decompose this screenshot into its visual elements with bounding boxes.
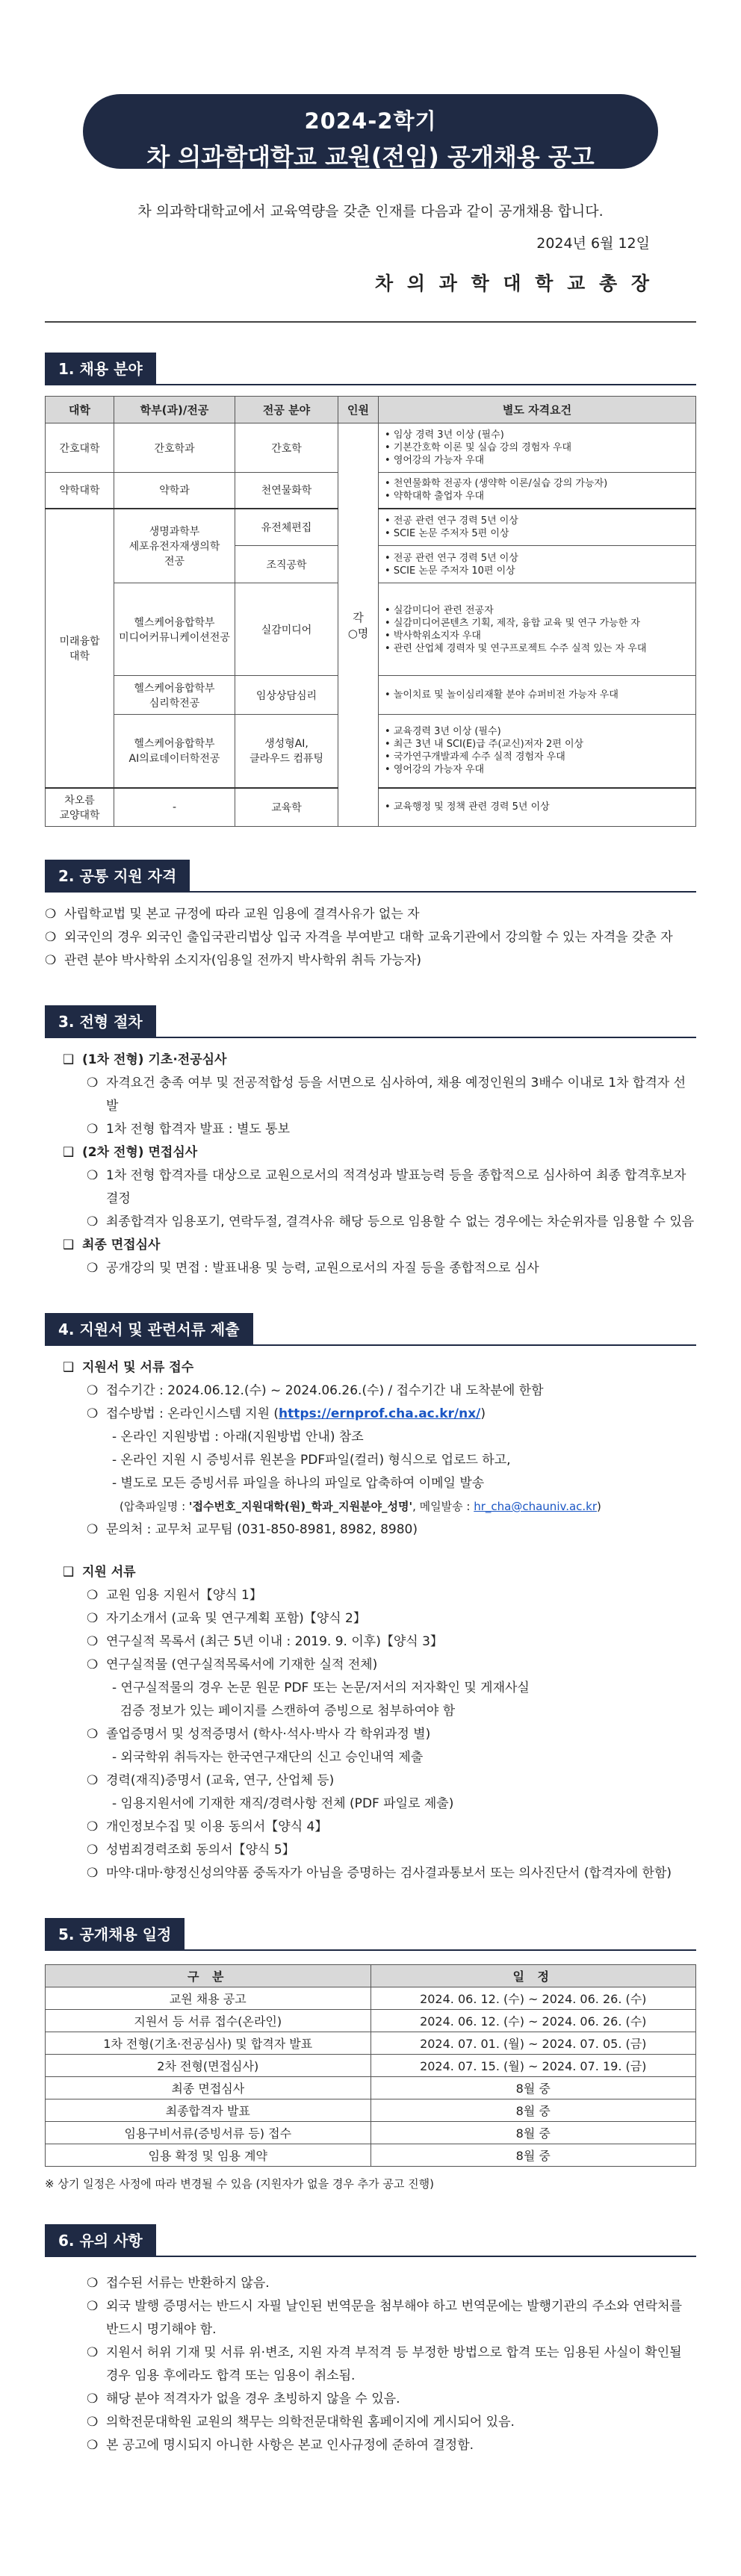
docs-heading: ❑ 지원 서류 — [45, 1561, 696, 1584]
requirement-item: • 실감미디어콘텐츠 기획, 제작, 융합 교육 및 연구 가능한 자 — [385, 617, 689, 630]
table-row: 임용 확정 및 임용 계약 8월 중 — [46, 2144, 696, 2167]
cell-requirements — [379, 583, 696, 676]
requirement-item: • 실감미디어 관련 전공자 — [385, 604, 689, 617]
section-header — [45, 860, 696, 893]
section-title: 2. 공통 지원 자격 — [45, 860, 190, 893]
table-row: 지원서 등 서류 접수(온라인) 2024. 06. 12. (수) ~ 2024. 06. 26. (수) — [46, 2010, 696, 2032]
section-underline — [45, 1344, 696, 1346]
cell-requirements — [379, 788, 696, 827]
cell-department: 헬스케어융합학부 AI의료데이터학전공 — [114, 715, 235, 788]
cell-department: 생명과학부 세포유전자재생의학 전공 — [114, 509, 235, 583]
table-header-row — [46, 397, 696, 423]
cell-requirements — [379, 546, 696, 583]
section-qualifications — [45, 860, 696, 972]
table-row: 2차 전형(면접심사) 2024. 07. 15. (월) ~ 2024. 07. 19. (금) — [46, 2055, 696, 2077]
list-item: ❍ 1차 전형 합격자 발표 : 별도 통보 — [45, 1118, 696, 1141]
list-item: ❍ 마약·대마·향정신성의약품 중독자가 아님을 증명하는 검사결과통보서 또는 의사진단서 (합격자에 한함) — [45, 1862, 696, 1885]
cell-department: 간호학과 — [114, 423, 235, 473]
header-requirements: 별도 자격요건 — [379, 397, 696, 423]
square-bullet-icon: ❑ — [63, 1360, 75, 1375]
qualification-list — [45, 903, 696, 972]
application-site-link[interactable]: https://ernprof.cha.ac.kr/nx/ — [279, 1406, 481, 1421]
section-selection-process — [45, 1005, 696, 1280]
cell-requirements — [379, 423, 696, 473]
cell-department: 헬스케어융합학부 미디어커뮤니케이션전공 — [114, 583, 235, 676]
list-item: ❍ 최종합격자 임용포기, 연락두절, 결격사유 해당 등으로 임용할 수 없는 경우에는 차순위자를 임용할 수 있음 — [45, 1211, 696, 1234]
circle-bullet-icon: ❍ — [87, 1727, 99, 1742]
list-item: ❍ 관련 분야 박사학위 소지자(임용일 전까지 박사학위 취득 가능자) — [45, 949, 696, 972]
requirement-item: • 전공 관련 연구 경력 5년 이상 — [385, 552, 689, 565]
intro-text: 차 의과학대학교에서 교육역량을 갖춘 인재를 다음과 같이 공개채용 합니다. — [137, 203, 604, 220]
section-underline — [45, 1037, 696, 1038]
requirement-item: • 최근 3년 내 SCI(E)급 주(교신)저자 2편 이상 — [385, 738, 689, 751]
apply-heading: ❑ 지원서 및 서류 접수 — [45, 1356, 696, 1379]
cell-major: 간호학 — [235, 423, 338, 473]
circle-bullet-icon: ❍ — [87, 1261, 99, 1276]
requirement-item: • 기본간호학 이론 및 실습 강의 경험자 우대 — [385, 441, 689, 454]
cell-major: 임상상담심리 — [235, 676, 338, 715]
list-item: ❍ 연구실적물 (연구실적목록서에 기재한 실적 전체) — [45, 1654, 696, 1677]
header-schedule: 일 정 — [370, 1965, 696, 1987]
table-row: 1차 전형(기초·전공심사) 및 합격자 발표 2024. 07. 01. (월) ~ 2024. 07. 05. (금) — [46, 2032, 696, 2055]
table-row: 임용구비서류(증빙서류 등) 접수 8월 중 — [46, 2122, 696, 2144]
table-header-row — [46, 1965, 696, 1987]
circle-bullet-icon: ❍ — [87, 2345, 99, 2360]
list-item: ❍ 문의처 : 교무처 교무팀 (031-850-8981, 8982, 8980) — [45, 1518, 696, 1542]
list-item: - 별도로 모든 증빙서류 파일을 하나의 파일로 압축하여 이메일 발송 — [112, 1476, 485, 1491]
header-college: 대학 — [46, 397, 114, 423]
header-department: 학부(과)/전공 — [114, 397, 235, 423]
section-header — [45, 2224, 696, 2257]
section-underline — [45, 2256, 696, 2257]
cell-requirements — [379, 473, 696, 509]
list-item: ❍ 접수된 서류는 반환하지 않음. — [45, 2272, 696, 2295]
table-row — [46, 423, 696, 473]
section-underline — [45, 384, 696, 385]
square-bullet-icon: ❑ — [63, 1145, 75, 1160]
cell-requirements — [379, 715, 696, 788]
semester-title: 2024-2학기 — [304, 108, 437, 134]
list-item: ❍ 외국인의 경우 외국인 출입국관리법상 입국 자격을 부여받고 대학 교육기관에서 강의할 수 있는 자격을 갖춘 자 — [45, 926, 696, 949]
section-header — [45, 1005, 696, 1038]
list-item: - 온라인 지원 시 증빙서류 원본을 PDF파일(컬러) 형식으로 업로드 하고, — [112, 1453, 511, 1468]
cell-college: 약학대학 — [46, 473, 114, 509]
cell-major: 교육학 — [235, 788, 338, 827]
cell-major: 천연물화학 — [235, 473, 338, 509]
fields-table — [45, 396, 696, 827]
list-item: - 임용지원서에 기재한 재직/경력사항 전체 (PDF 파일로 제출) — [112, 1796, 454, 1811]
circle-bullet-icon: ❍ — [87, 1406, 99, 1421]
list-item: ❍ 1차 전형 합격자를 대상으로 교원으로서의 적격성과 발표능력 등을 종합적으로 심사하여 최종 합격후보자 결정 — [45, 1164, 696, 1211]
circle-bullet-icon: ❍ — [45, 907, 57, 922]
section-title: 5. 공개채용 일정 — [45, 1918, 185, 1951]
process-list — [45, 1049, 696, 1280]
section-underline — [45, 891, 696, 893]
list-item: ❍ 해당 분야 적격자가 없을 경우 초빙하지 않을 수 있음. — [45, 2388, 696, 2411]
list-item: ❍ 졸업증명서 및 성적증명서 (학사·석사·박사 각 학위과정 별) — [45, 1723, 696, 1746]
circle-bullet-icon: ❍ — [45, 953, 57, 968]
list-item: ❍ 지원서 허위 기재 및 서류 위·변조, 지원 자격 부적격 등 부정한 방법으로 합격 또는 임용된 사실이 확인될 경우 임용 후에라도 합격 또는 임용이 취소됨. — [45, 2341, 696, 2388]
list-item: - 외국학위 취득자는 한국연구재단의 신고 승인내역 제출 — [112, 1750, 424, 1765]
circle-bullet-icon: ❍ — [87, 1588, 99, 1603]
header-major: 전공 분야 — [235, 397, 338, 423]
circle-bullet-icon: ❍ — [87, 2438, 99, 2453]
circle-bullet-icon: ❍ — [87, 2276, 99, 2291]
requirement-item: • 교육경력 3년 이상 (필수) — [385, 725, 689, 738]
cell-requirements — [379, 676, 696, 715]
process-step-3: ❑ 최종 면접심사 — [45, 1234, 696, 1257]
circle-bullet-icon: ❍ — [87, 1214, 99, 1229]
section-submission — [45, 1313, 696, 1885]
cell-major: 실감미디어 — [235, 583, 338, 676]
cell-college: 차오름 교양대학 — [46, 788, 114, 827]
header-category: 구 분 — [46, 1965, 371, 1987]
circle-bullet-icon: ❍ — [87, 1122, 99, 1137]
list-item: ❍ 성범죄경력조회 동의서【양식 5】 — [45, 1839, 696, 1862]
requirement-item: • 놀이치료 및 놀이심리재활 분야 슈퍼비전 가능자 우대 — [385, 689, 689, 701]
section-underline — [45, 1949, 696, 1951]
list-item: ❍ 개인정보수집 및 이용 동의서【양식 4】 — [45, 1816, 696, 1839]
section-title: 4. 지원서 및 관련서류 제출 — [45, 1313, 253, 1346]
circle-bullet-icon: ❍ — [87, 1168, 99, 1183]
list-item: ❍ 자기소개서 (교육 및 연구계획 포함)【양식 2】 — [45, 1607, 696, 1630]
cell-department: 헬스케어융합학부 심리학전공 — [114, 676, 235, 715]
list-item: ❍ 자격요건 충족 여부 및 전공적합성 등을 서면으로 심사하여, 채용 예정인원의 3배수 이내로 1차 합격자 선발 — [45, 1072, 696, 1118]
section-title: 3. 전형 절차 — [45, 1005, 156, 1038]
list-item: ❍ 의학전문대학원 교원의 책무는 의학전문대학원 홈페이지에 게시되어 있음. — [45, 2411, 696, 2434]
cell-department: 약학과 — [114, 473, 235, 509]
president-signature: 차 의 과 학 대 학 교 총 장 — [375, 273, 653, 294]
circle-bullet-icon: ❍ — [87, 1866, 99, 1881]
section-notices — [45, 2224, 696, 2457]
cell-headcount: 각 ○명 — [338, 423, 379, 827]
requirement-item: • 박사학위소지자 우대 — [385, 630, 689, 642]
circle-bullet-icon: ❍ — [45, 930, 57, 945]
section-title: 1. 채용 분야 — [45, 353, 156, 385]
list-item: - 온라인 지원방법 : 아래(지원방법 안내) 참조 — [112, 1430, 364, 1444]
list-item: - 연구실적물의 경우 논문 원문 PDF 또는 논문/저서의 저자확인 및 게재사실 — [112, 1680, 530, 1695]
list-item: ❍ 연구실적 목록서 (최근 5년 이내 : 2019. 9. 이후)【양식 3】 — [45, 1630, 696, 1654]
process-step-1: ❑ (1차 전형) 기초·전공심사 — [45, 1049, 696, 1072]
square-bullet-icon: ❑ — [63, 1565, 75, 1580]
cell-major: 조직공학 — [235, 546, 338, 583]
circle-bullet-icon: ❍ — [87, 2299, 99, 2314]
list-item: ❍ 공개강의 및 면접 : 발표내용 및 능력, 교원으로서의 자질 등을 종합적으로 심사 — [45, 1257, 696, 1280]
circle-bullet-icon: ❍ — [87, 1611, 99, 1626]
table-row: 최종합격자 발표 8월 중 — [46, 2099, 696, 2122]
requirement-item: • 임상 경력 3년 이상 (필수) — [385, 429, 689, 441]
process-step-2: ❑ (2차 전형) 면접심사 — [45, 1141, 696, 1164]
circle-bullet-icon: ❍ — [87, 1383, 99, 1398]
cell-major: 유전체편집 — [235, 509, 338, 546]
list-item: ❍ 사립학교법 및 본교 규정에 따라 교원 임용에 결격사유가 없는 자 — [45, 903, 696, 926]
list-item: 검증 정보가 있는 페이지를 스캔하여 증빙으로 첨부하여야 함 — [112, 1704, 456, 1719]
section-header — [45, 1313, 696, 1346]
cell-major: 생성형AI, 클라우드 컴퓨팅 — [235, 715, 338, 788]
circle-bullet-icon: ❍ — [87, 1076, 99, 1090]
list-item: ❍ 외국 발행 증명서는 반드시 자필 날인된 번역문을 첨부해야 하고 번역문에는 발행기관의 주소와 연락처를 반드시 명기해야 함. — [45, 2295, 696, 2341]
cell-requirements — [379, 509, 696, 546]
circle-bullet-icon: ❍ — [87, 1843, 99, 1857]
section-recruitment-fields — [45, 353, 696, 827]
circle-bullet-icon: ❍ — [87, 1634, 99, 1649]
page-title: 차 의과학대학교 교원(전임) 공개채용 공고 — [146, 143, 595, 171]
requirement-item: • 영어강의 가능자 우대 — [385, 454, 689, 467]
square-bullet-icon: ❑ — [63, 1052, 75, 1067]
notice-list — [45, 2272, 696, 2457]
section-title: 6. 유의 사항 — [45, 2224, 156, 2257]
divider — [45, 321, 696, 323]
square-bullet-icon: ❑ — [63, 1238, 75, 1253]
cell-college: 간호대학 — [46, 423, 114, 473]
requirement-item: • 국가연구개발과제 수주 실적 경험자 우대 — [385, 751, 689, 763]
notice-date: 2024년 6월 12일 — [536, 235, 650, 252]
circle-bullet-icon: ❍ — [87, 2392, 99, 2406]
requirement-item: • 관련 산업체 경력자 및 연구프로젝트 수주 실적 있는 자 우대 — [385, 642, 689, 655]
list-item: ❍ 본 공고에 명시되지 아니한 사항은 본교 인사규정에 준하여 결정함. — [45, 2434, 696, 2457]
requirement-item: • 약학대학 출업자 우대 — [385, 490, 689, 503]
title-banner — [83, 94, 658, 169]
table-row: 최종 면접심사 8월 중 — [46, 2077, 696, 2099]
schedule-note: ※ 상기 일정은 사정에 따라 변경될 수 있음 (지원자가 없을 경우 추가 공고 진행) — [45, 2177, 434, 2191]
list-item: ❍ 접수방법 : 온라인시스템 지원 (https://ernprof.cha.ac.kr/nx/) — [45, 1403, 696, 1426]
circle-bullet-icon: ❍ — [87, 2415, 99, 2430]
cell-college: 미래융합 대학 — [46, 509, 114, 788]
requirement-item: • 영어강의 가능자 우대 — [385, 763, 689, 776]
requirement-item: • 교육행정 및 정책 관련 경력 5년 이상 — [385, 801, 689, 813]
circle-bullet-icon: ❍ — [87, 1522, 99, 1537]
list-item: (압축파일명 : '접수번호_지원대학(원)_학과_지원분야_성명', 메일발송 : hr_cha@chauniv.ac.kr) — [120, 1500, 601, 1513]
header-headcount: 인원 — [338, 397, 379, 423]
schedule-table — [45, 1964, 696, 2167]
email-link[interactable]: hr_cha@chauniv.ac.kr — [474, 1500, 598, 1513]
cell-department: - — [114, 788, 235, 827]
requirement-item: • 천연물화학 전공자 (생약학 이론/실습 강의 가능자) — [385, 477, 689, 490]
requirement-item: • 전공 관련 연구 경력 5년 이상 — [385, 515, 689, 527]
section-schedule — [45, 1918, 696, 2191]
list-item: ❍ 경력(재직)증명서 (교육, 연구, 산업체 등) — [45, 1769, 696, 1793]
requirement-item: • SCIE 논문 주저자 5편 이상 — [385, 527, 689, 540]
section-header — [45, 353, 696, 385]
section-header — [45, 1918, 696, 1951]
table-row: 교원 채용 공고 2024. 06. 12. (수) ~ 2024. 06. 26. (수) — [46, 1987, 696, 2010]
list-item: ❍ 접수기간 : 2024.06.12.(수) ~ 2024.06.26.(수) / 접수기간 내 도착분에 한함 — [45, 1379, 696, 1403]
requirement-item: • SCIE 논문 주저자 10편 이상 — [385, 565, 689, 577]
submission-list — [45, 1356, 696, 1885]
list-item: ❍ 교원 임용 지원서【양식 1】 — [45, 1584, 696, 1607]
circle-bullet-icon: ❍ — [87, 1657, 99, 1672]
circle-bullet-icon: ❍ — [87, 1773, 99, 1788]
circle-bullet-icon: ❍ — [87, 1819, 99, 1834]
